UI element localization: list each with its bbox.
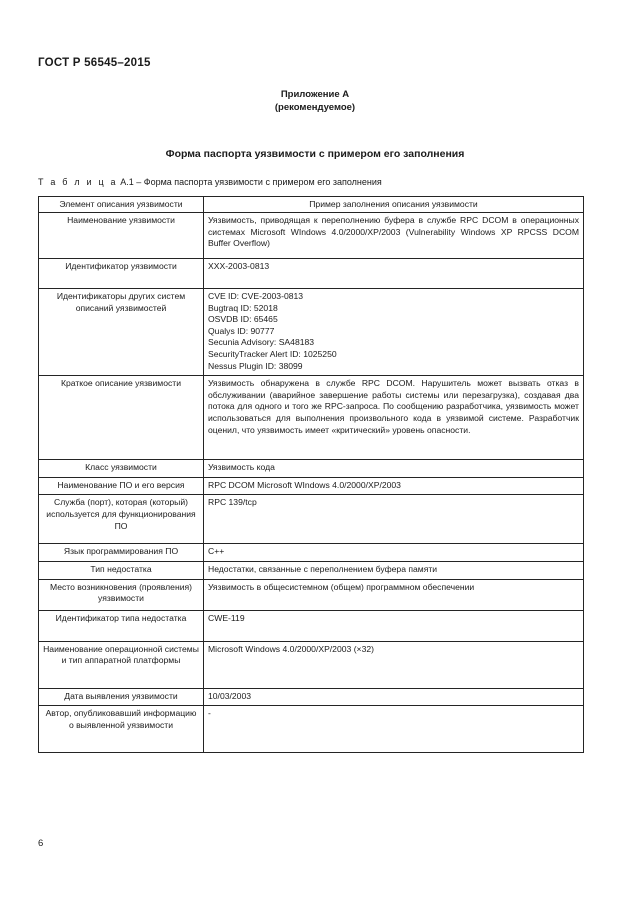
table-row xyxy=(39,561,584,579)
row-label: Идентификаторы других систем описаний уязвимостей xyxy=(39,289,204,376)
row-value: Microsoft Windows 4.0/2000/XP/2003 (×32) xyxy=(204,641,584,688)
row-label: Наименование операционной системы и тип аппаратной платформы xyxy=(39,641,204,688)
table-row xyxy=(39,213,584,259)
table-row xyxy=(39,688,584,706)
table-row xyxy=(39,610,584,641)
row-value-line: Nessus Plugin ID: 38099 xyxy=(208,360,303,371)
row-label: Идентификатор уязвимости xyxy=(39,259,204,289)
column-header-element: Элемент описания уязвимости xyxy=(39,197,204,213)
row-value-line: CVE ID: CVE-2003-0813 xyxy=(208,291,304,301)
row-value-line: Bugtraq ID: 52018 xyxy=(208,302,278,313)
row-value-line: SecurityTracker Alert ID: 1025250 xyxy=(208,348,337,359)
row-value: 10/03/2003 xyxy=(204,688,584,706)
row-value-line: Secunia Advisory: SA48183 xyxy=(208,337,315,348)
row-value: C++ xyxy=(204,544,584,562)
row-value: RPC DCOM Microsoft WIndows 4.0/2000/XP/2003 xyxy=(204,477,584,495)
table-row xyxy=(39,460,584,478)
appendix-heading xyxy=(0,88,630,114)
table-row xyxy=(39,579,584,610)
table-row xyxy=(39,259,584,289)
table-row xyxy=(39,477,584,495)
row-label: Дата выявления уязвимости xyxy=(39,688,204,706)
row-value: RPC 139/tcp xyxy=(204,495,584,544)
table-row xyxy=(39,376,584,460)
row-value: - xyxy=(204,706,584,753)
table-row xyxy=(39,544,584,562)
row-label: Язык программирования ПО xyxy=(39,544,204,562)
standard-designation-header: ГОСТ Р 56545–2015 xyxy=(38,57,151,69)
row-label: Тип недостатка xyxy=(39,561,204,579)
vulnerability-passport-table xyxy=(38,196,584,753)
row-label: Краткое описание уязвимости xyxy=(39,376,204,460)
row-label: Класс уязвимости xyxy=(39,460,204,478)
table-caption xyxy=(38,177,382,187)
table-caption-title: – Форма паспорта уязвимости с примером его заполнения xyxy=(136,177,382,187)
row-value: CWE-119 xyxy=(204,610,584,641)
page-number: 6 xyxy=(38,838,44,849)
table-caption-number: А.1 xyxy=(120,177,134,187)
row-value: Уязвимость, приводящая к переполнению буфера в службе RPC DCOM в операционных системах Microsoft WIndows 4.0/2000/XP/2003 (Vulnerability Windows XP RPCSS DCOM Buffer Overflow) xyxy=(204,213,584,259)
row-value-line: Qualys ID: 90777 xyxy=(208,325,275,336)
table-body xyxy=(39,213,584,753)
row-label: Автор, опубликовавший информацию о выявленной уязвимости xyxy=(39,706,204,753)
appendix-subtitle: (рекомендуемое) xyxy=(274,102,356,113)
table-row xyxy=(39,706,584,753)
row-label: Наименование ПО и его версия xyxy=(39,477,204,495)
row-label: Служба (порт), которая (который) используется для функционирования ПО xyxy=(39,495,204,544)
table-caption-prefix: Т а б л и ц а xyxy=(38,177,118,187)
row-value xyxy=(204,289,584,376)
row-value-line: OSVDB ID: 65465 xyxy=(208,314,278,325)
form-title: Форма паспорта уязвимости с примером его заполнения xyxy=(165,148,465,160)
row-value: Уязвимость обнаружена в службе RPC DCOM. Нарушитель может вызвать отказ в обслуживании (аварийное завершение работы системы или перезагрузка), создавая два потока для одного и того же RPC-запроса. По сообщению разработчика, уязвимость может использоваться для выполнения произвольного кода в уязвимой системе. Разработчик оценил, что уязвимость имеет «критический» уровень опасности. xyxy=(204,376,584,460)
table-row xyxy=(39,641,584,688)
appendix-title: Приложение А xyxy=(280,89,350,100)
column-header-example: Пример заполнения описания уязвимости xyxy=(204,197,584,213)
table-row xyxy=(39,495,584,544)
row-value: Недостатки, связанные с переполнением буфера памяти xyxy=(204,561,584,579)
table-row xyxy=(39,289,584,376)
row-label: Место возникновения (проявления) уязвимости xyxy=(39,579,204,610)
row-value: Уязвимость кода xyxy=(204,460,584,478)
row-value: Уязвимость в общесистемном (общем) программном обеспечении xyxy=(204,579,584,610)
table-header-row xyxy=(39,197,584,213)
row-label: Идентификатор типа недостатка xyxy=(39,610,204,641)
row-value: XXX-2003-0813 xyxy=(204,259,584,289)
row-label: Наименование уязвимости xyxy=(39,213,204,259)
